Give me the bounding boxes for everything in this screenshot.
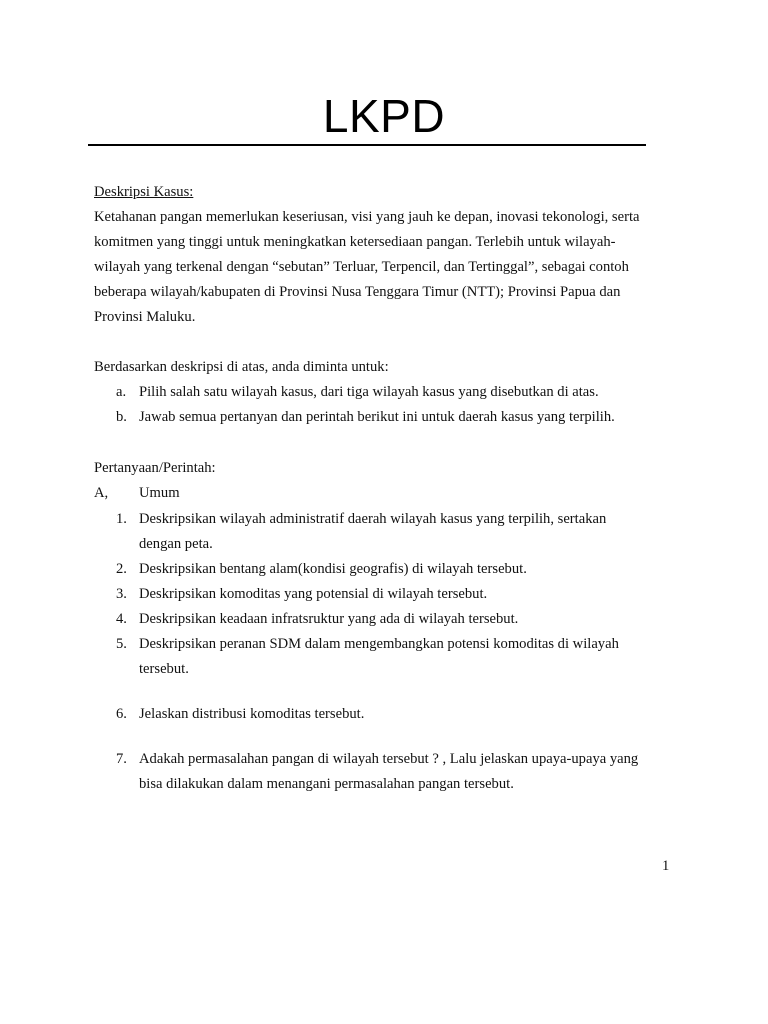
instruction-marker: b. — [116, 409, 127, 425]
title-underline — [88, 144, 646, 146]
case-description-line: komitmen yang tinggi untuk meningkatkan ketersediaan pangan. Terlebih untuk wilayah- — [94, 234, 616, 250]
question-number: 2. — [116, 561, 127, 577]
question-text: Deskripsikan wilayah administratif daerah wilayah kasus yang terpilih, sertakan — [139, 511, 607, 527]
case-heading: Deskripsi Kasus: — [94, 184, 194, 200]
case-description-line: beberapa wilayah/kabupaten di Provinsi Nusa Tenggara Timur (NTT); Provinsi Papua dan — [94, 284, 621, 300]
instruction-text: Pilih salah satu wilayah kasus, dari tiga wilayah kasus yang disebutkan di atas. — [139, 384, 599, 400]
question-number: 6. — [116, 706, 127, 722]
instruction-marker: a. — [116, 384, 127, 400]
question-number: 5. — [116, 636, 127, 652]
question-text: Deskripsikan keadaan infratsruktur yang ada di wilayah tersebut. — [139, 611, 519, 627]
page-number: 1 — [662, 858, 670, 874]
question-text: Adakah permasalahan pangan di wilayah tersebut ? , Lalu jelaskan upaya-upaya yang — [139, 751, 639, 767]
document-title: LKPD — [322, 90, 446, 142]
section-title: Umum — [139, 485, 180, 501]
section-marker: A, — [94, 485, 109, 501]
questions-heading: Pertanyaan/Perintah: — [94, 460, 216, 476]
question-number: 4. — [116, 611, 127, 627]
question-text: Deskripsikan komoditas yang potensial di wilayah tersebut. — [139, 586, 488, 602]
instruction-intro: Berdasarkan deskripsi di atas, anda diminta untuk: — [94, 359, 389, 375]
question-text: Deskripsikan bentang alam(kondisi geografis) di wilayah tersebut. — [139, 561, 527, 577]
question-text-continuation: tersebut. — [139, 661, 189, 677]
question-number: 1. — [116, 511, 127, 527]
instruction-text: Jawab semua pertanyan dan perintah berikut ini untuk daerah kasus yang terpilih. — [139, 409, 615, 425]
case-description-line: Provinsi Maluku. — [94, 309, 196, 325]
question-text-continuation: bisa dilakukan dalam menangani permasalahan pangan tersebut. — [139, 776, 514, 792]
question-number: 3. — [116, 586, 127, 602]
question-number: 7. — [116, 751, 127, 767]
case-description-line: Ketahanan pangan memerlukan keseriusan, visi yang jauh ke depan, inovasi tekonologi, serta — [94, 209, 640, 225]
question-text-continuation: dengan peta. — [139, 536, 213, 552]
question-text: Deskripsikan peranan SDM dalam mengembangkan potensi komoditas di wilayah — [139, 636, 619, 652]
question-text: Jelaskan distribusi komoditas tersebut. — [139, 706, 365, 722]
case-description-line: wilayah yang terkenal dengan “sebutan” Terluar, Terpencil, dan Tertinggal”, sebagai contoh — [94, 259, 629, 275]
